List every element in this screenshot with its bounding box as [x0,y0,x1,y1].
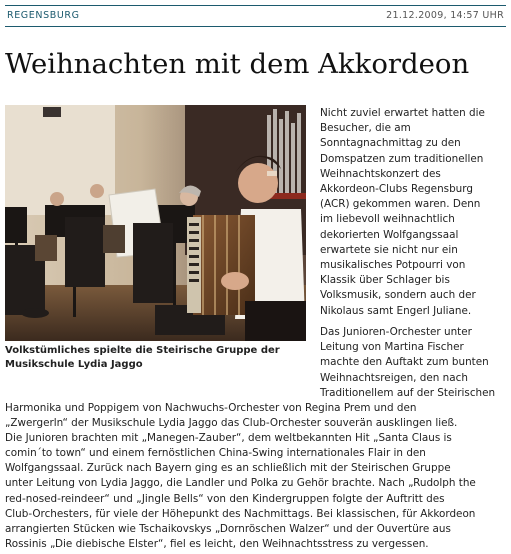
text-line: dekorierten Wolfgangssaal [320,228,459,241]
article-headline: Weihnachten mit dem Akkordeon [5,48,470,80]
text-line: Akkordeon-Clubs Regensburg [320,183,473,196]
text-line: Nikolaus samt Engerl Juliane. [320,304,472,317]
publish-datetime: 21.12.2009, 14:57 UHR [386,10,504,21]
text-line: Das Junioren-Orchester unter [320,326,472,338]
text-line: Die Junioren brachten mit „Manegen-Zauber“, dem weltbekannten Hit „Santa Claus is [5,432,452,445]
caption-line: Musikschule Lydia Jaggo [5,359,143,370]
text-line: Club-Orchesters, für viele der Höhepunkt des Nachmittags. Bei klassischen, für Akkordeon [5,507,476,520]
text-line: arrangierten Stücken wie Tschaikovskys „Dornröschen Walzer“ und der Ouvertüre aus [5,522,451,535]
text-line: Domspatzen zum traditionellen [320,152,484,165]
article-paragraph-2-side [320,325,508,401]
text-line: Harmonika und Poppigem von Nachwuchs-Orchester von Regina Prem und den [5,402,417,414]
text-line: unter Leitung von Lydia Jaggo, die Landler und Polka zu Gehör brachte. Nach „Rudolph the [5,477,476,490]
caption-line: Volkstümliches spielte die Steirische Gruppe der [5,345,280,356]
text-line: (ACR) gekommen waren. Denn [320,198,481,211]
article-paragraph-2-full [5,401,508,552]
section-label[interactable]: REGENSBURG [7,10,80,21]
text-line: Weihnachtskonzert des [320,167,441,180]
text-line: Traditionellem auf der Steirischen [320,386,496,399]
text-line: red-nosed-reindeer“ und „Jingle Bells“ von den Kindergruppen folgte der Auftritt des [5,492,445,505]
article-photo[interactable] [5,105,306,341]
text-line: comin´to town“ und einem fernöstlichen China-Swing internationales Flair in den [5,447,426,460]
text-line: Rossinis „Die diebische Elster“, fiel es leicht, den Weihnachtsstress zu vergessen. [5,537,429,550]
text-line: „Zwergerln“ der Musikschule Lydia Jaggo das Club-Orchester souverän ausklingen ließ. [5,417,458,430]
photo-caption [5,344,310,372]
top-bar [5,5,506,27]
text-line: im liebevoll weihnachtlich [320,213,455,226]
text-line: musikalisches Potpourri von [320,259,466,272]
text-line: Besucher, die am [320,122,411,135]
text-line: Leitung von Martina Fischer [320,341,464,354]
article-paragraph-1 [320,106,508,319]
text-line: Klassik über Schlager bis [320,274,450,287]
text-line: Weihnachtsreigen, den nach [320,371,468,384]
text-line: machte den Auftakt zum bunten [320,356,489,369]
text-line: Wolfgangssaal. Zurück nach Bayern ging es an schließlich mit der Steirischen Gruppe [5,462,451,475]
text-line: Sonntagnachmittag zu den [320,137,461,150]
photo-accordion-players-icon [5,105,306,341]
text-line: Volksmusik, sondern auch der [320,289,476,302]
text-line: erwartete sie nicht nur ein [320,243,458,256]
text-line: Nicht zuviel erwartet hatten die [320,107,485,119]
